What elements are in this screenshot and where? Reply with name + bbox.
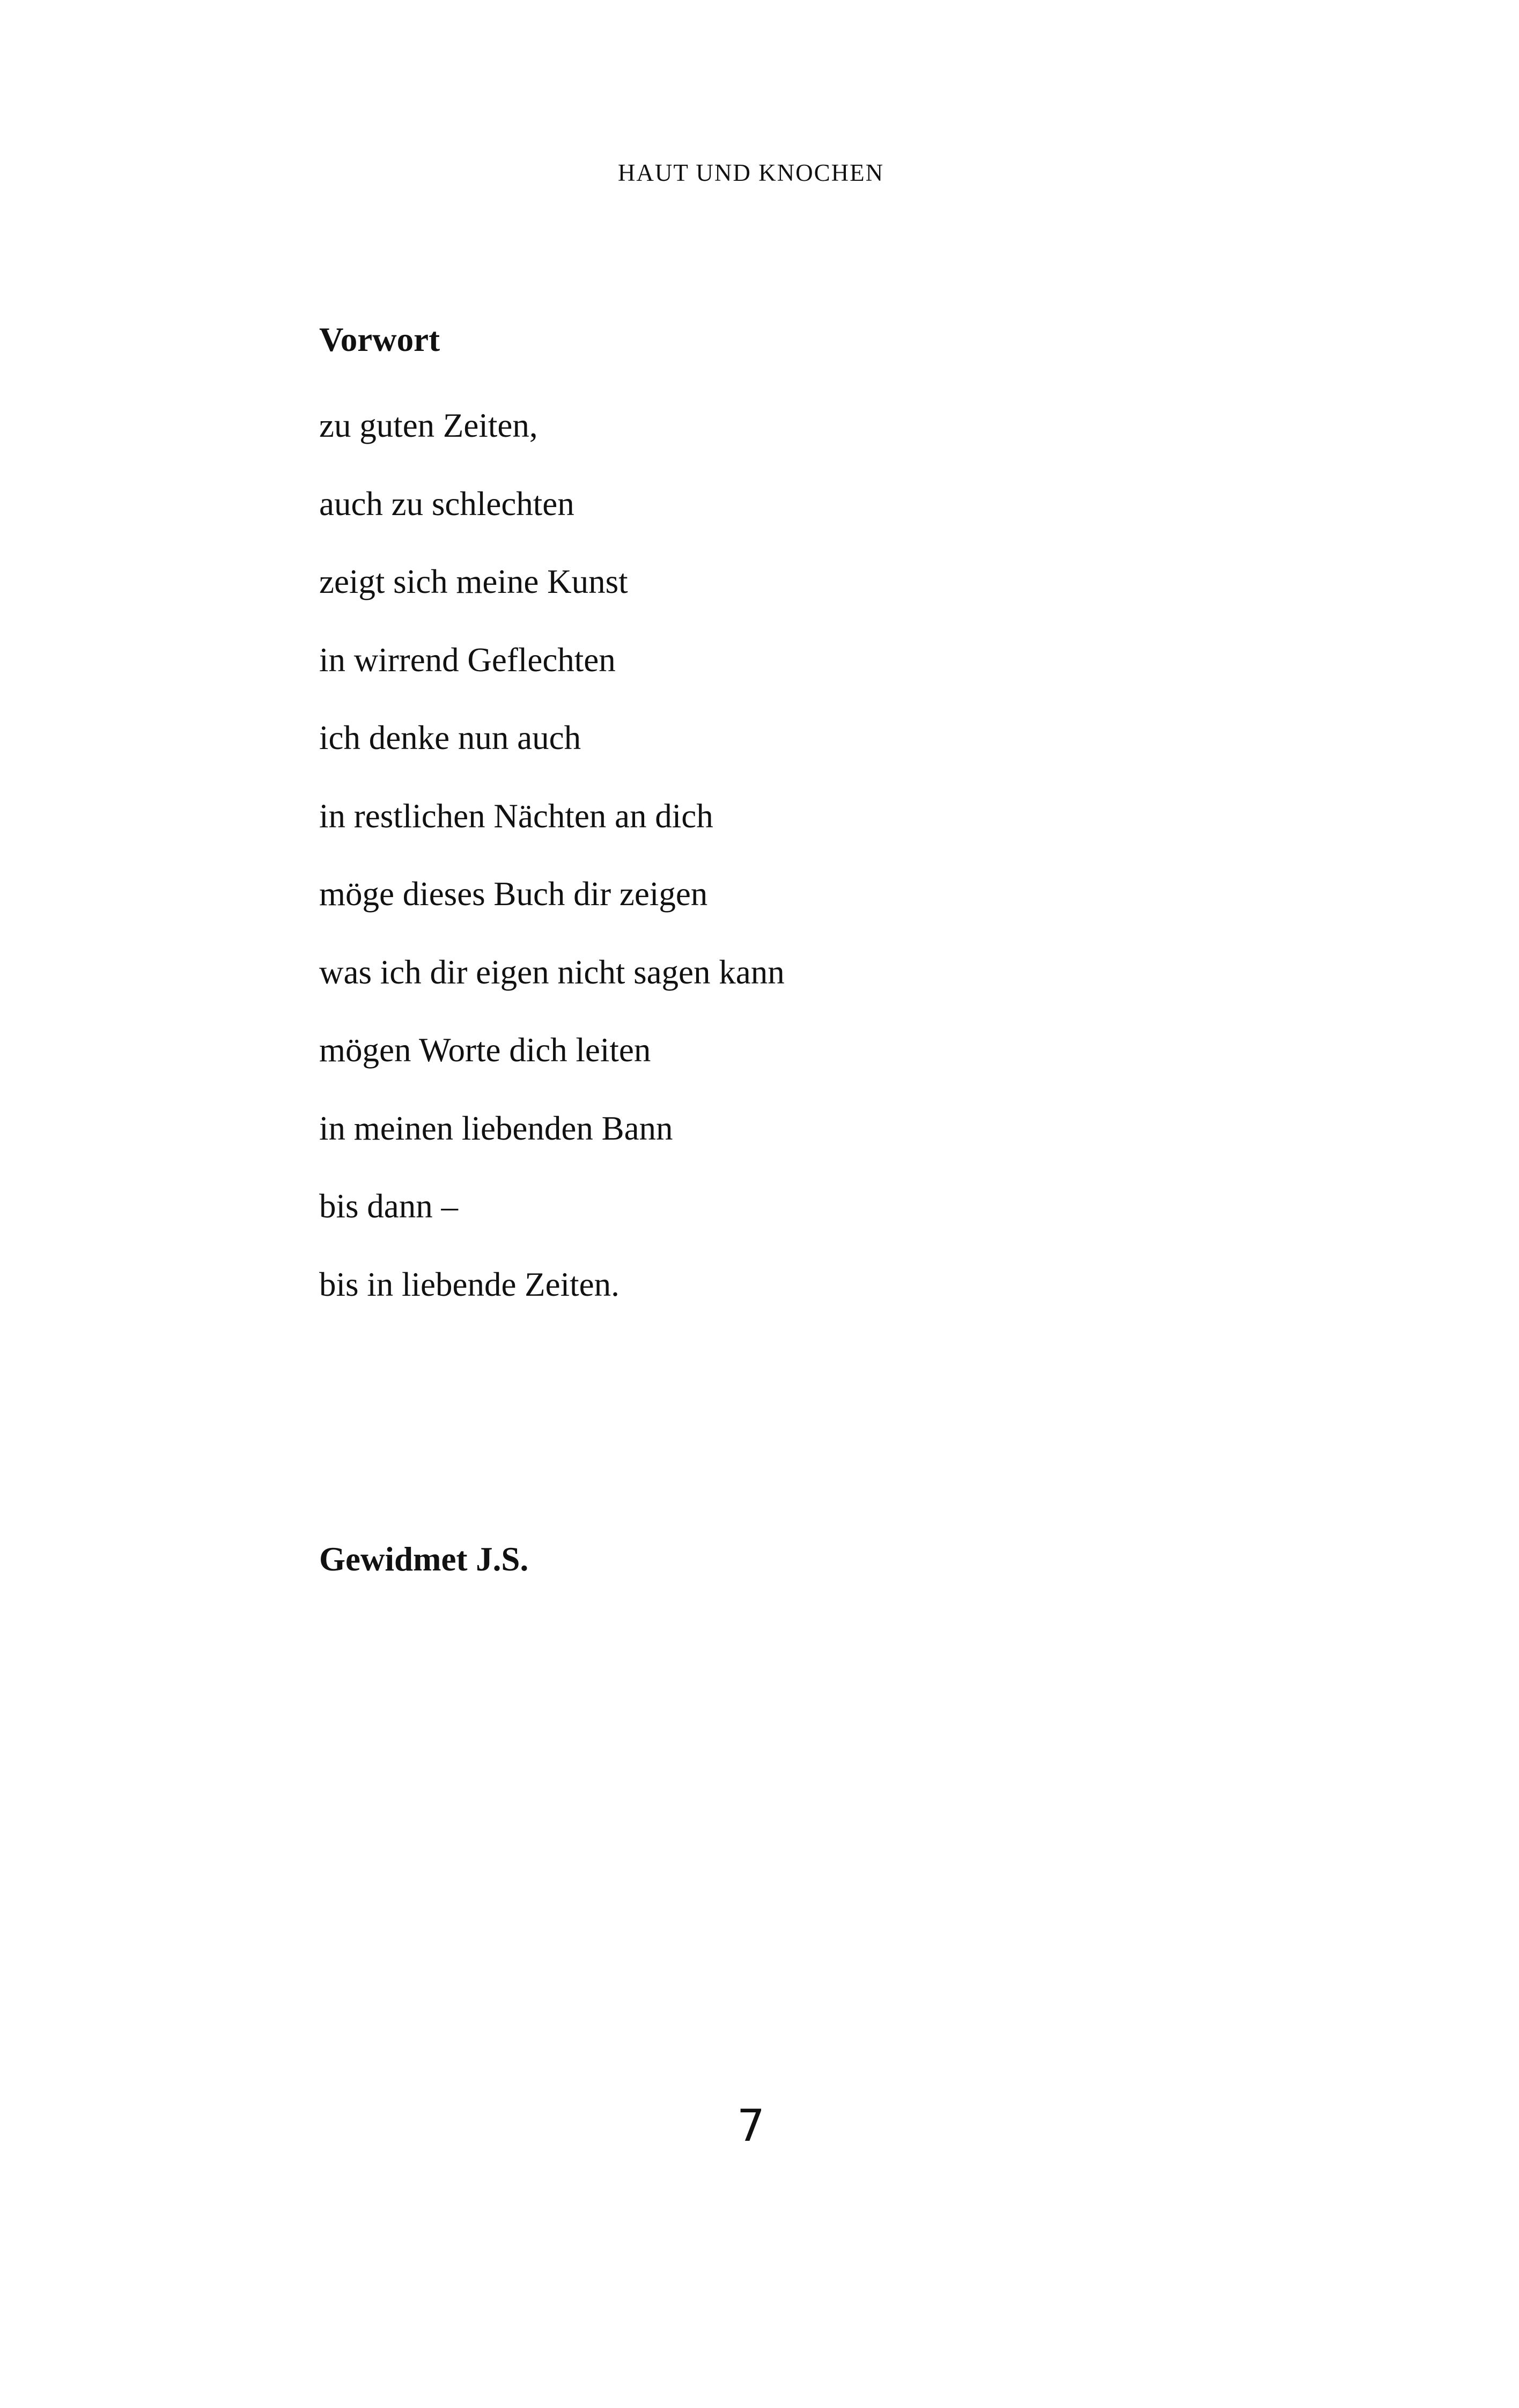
section-heading: Vorwort (319, 321, 440, 358)
page-number: 7 (736, 2101, 765, 2152)
verse-line: was ich dir eigen nicht sagen kann (319, 953, 785, 991)
running-header: HAUT UND KNOCHEN (617, 159, 884, 186)
verse-line: in meinen liebenden Bann (319, 1109, 673, 1147)
verse-line: bis dann – (319, 1187, 458, 1225)
verse-line: zu guten Zeiten, (319, 407, 538, 444)
verse-line: möge dieses Buch dir zeigen (319, 875, 708, 913)
dedication: Gewidmet J.S. (319, 1540, 529, 1578)
verse-line: ich denke nun auch (319, 719, 581, 757)
verse-line: in wirrend Geflechten (319, 641, 616, 679)
verse-line: zeigt sich meine Kunst (319, 563, 628, 600)
poem-section (319, 309, 1392, 1324)
verse-line: in restlichen Nächten an dich (319, 797, 713, 835)
verse-line: auch zu schlechten (319, 484, 574, 523)
verse-line: bis in liebende Zeiten. (319, 1265, 620, 1303)
verse-line: mögen Worte dich leiten (319, 1031, 651, 1069)
